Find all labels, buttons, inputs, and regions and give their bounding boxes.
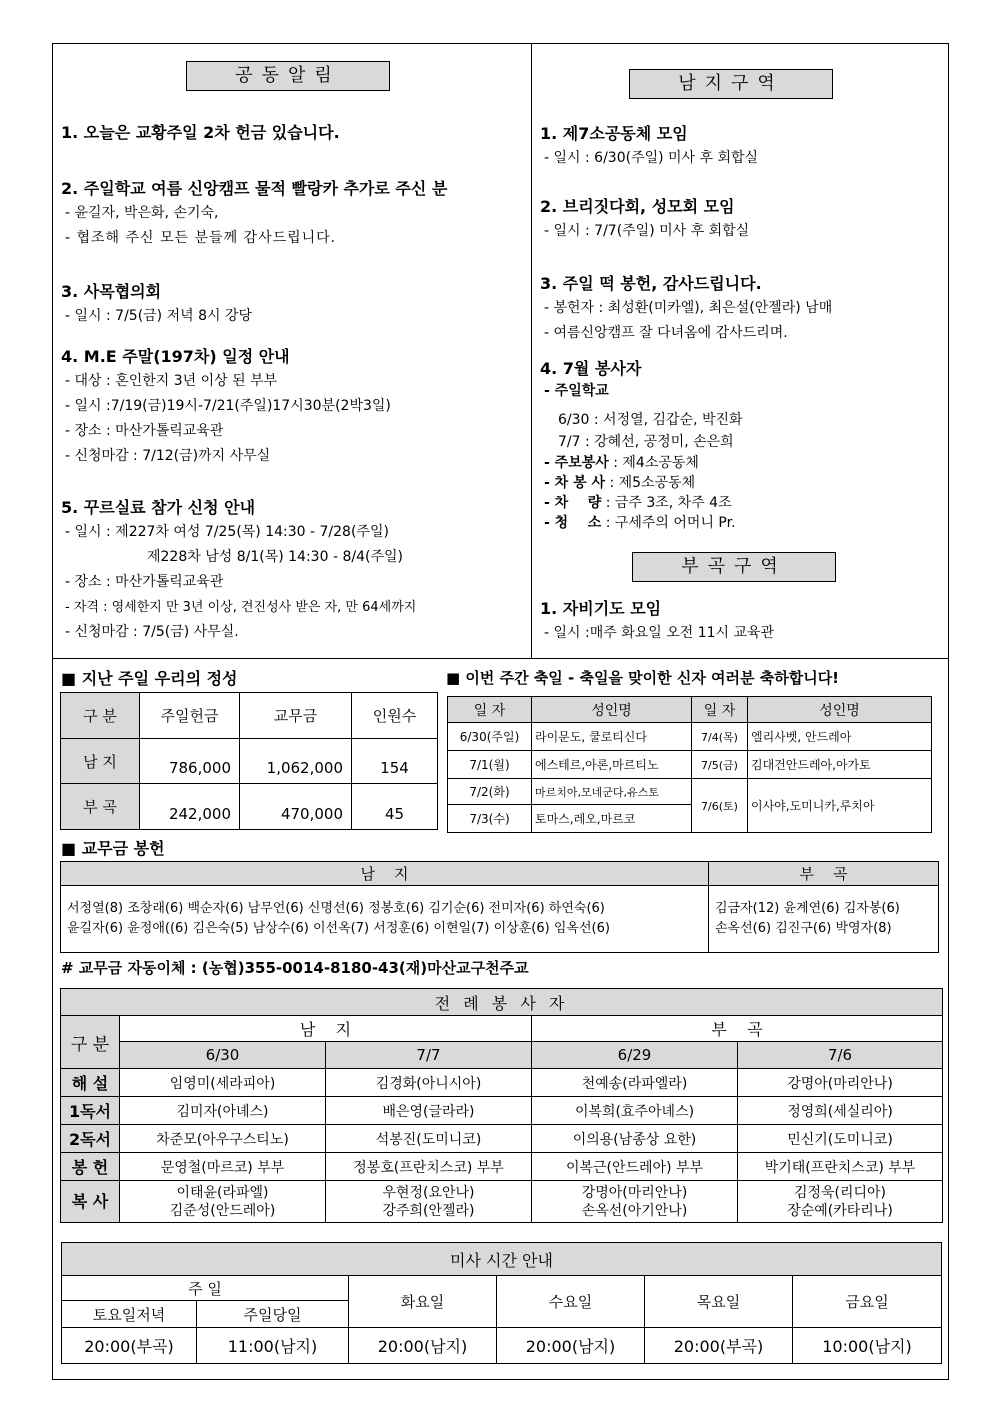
role-value: : 금주 3조, 차주 4조 bbox=[605, 495, 732, 511]
bugok-header: 부곡구역 bbox=[632, 552, 836, 582]
row-label: 해 설 bbox=[61, 1069, 120, 1097]
offering-title: ■ 지난 주일 우리의 정성 bbox=[61, 669, 238, 688]
group-header: 남 지 bbox=[120, 1016, 532, 1042]
cell: 민신기(도미니코) bbox=[738, 1125, 943, 1153]
notice-line: - 신청마감 : 7/12(금)까지 사무실 bbox=[65, 448, 271, 464]
group-header: 부 곡 bbox=[532, 1016, 943, 1042]
header-cell: 주일헌금 bbox=[140, 693, 240, 739]
header-cell: 성인명 bbox=[532, 697, 692, 723]
autopay-info: # 교무금 자동이체 : (농협)355-0014-8180-43(재)마산교구천주교 bbox=[61, 959, 529, 977]
saint-cell: 라이문도, 쿨로티신다 bbox=[532, 723, 692, 751]
cell-line: 김준성(안드레아) bbox=[169, 1202, 276, 1219]
time-cell: 10:00(남지) bbox=[793, 1328, 942, 1364]
cell: 차준모(아우구스티노) bbox=[120, 1125, 326, 1153]
table-row bbox=[448, 723, 932, 751]
notice-line: - 자격 : 영세한지 만 3년 이상, 견진성사 받은 자, 만 64세까지 bbox=[65, 600, 417, 615]
cell-line: 이태윤(라파엘) bbox=[176, 1184, 269, 1201]
volunteer-line: 6/30 : 서정열, 김갑순, 박진화 bbox=[558, 412, 743, 428]
mass-times-table bbox=[61, 1242, 942, 1364]
date-cell: 7/3(수) bbox=[448, 805, 532, 833]
table-row bbox=[62, 1276, 942, 1301]
cell: 786,000 bbox=[140, 739, 240, 784]
header-cell: 남 지 bbox=[61, 862, 709, 886]
sunday-header: 주 일 bbox=[62, 1276, 349, 1301]
table-row bbox=[448, 751, 932, 779]
cell: 이복근(안드레아) 부부 bbox=[532, 1153, 738, 1181]
notice-title: 4. 7월 봉사자 bbox=[540, 359, 642, 378]
namji-header: 남지구역 bbox=[629, 69, 833, 99]
cell: 김경화(아니시아) bbox=[326, 1069, 532, 1097]
role-value: : 구세주의 어머니 Pr. bbox=[605, 515, 736, 531]
notice-line: - 일시 : 7/7(주일) 미사 후 회합실 bbox=[544, 223, 750, 239]
tithe-line: 윤길자(6) 윤정애((6) 김은숙(5) 남상수(6) 이선옥(7) 서정훈(6) 이현일(7) 이상훈(6) 임옥선(6) bbox=[67, 921, 610, 936]
cell: 정봉호(프란치스코) 부부 bbox=[326, 1153, 532, 1181]
role-value: : 제4소공동체 bbox=[613, 455, 699, 471]
table-row bbox=[61, 1181, 943, 1223]
day-header: 수요일 bbox=[497, 1276, 645, 1328]
header-cell: 일 자 bbox=[692, 697, 748, 723]
notice-title: 2. 브리짓다회, 성모회 모임 bbox=[540, 197, 735, 216]
date-cell: 7/4(목) bbox=[692, 723, 748, 751]
sun-day-header: 주일당일 bbox=[197, 1301, 349, 1328]
table-row bbox=[61, 739, 438, 784]
tithe-title: ■ 교무금 봉헌 bbox=[61, 839, 165, 858]
feast-table bbox=[447, 696, 932, 833]
role-value: : 제5소공동체 bbox=[609, 475, 696, 491]
time-cell: 20:00(남지) bbox=[349, 1328, 497, 1364]
cell: 45 bbox=[352, 784, 438, 830]
notice-line: - 윤길자, 박은화, 손기숙, bbox=[65, 205, 219, 221]
corner-cell: 구 분 bbox=[61, 1016, 120, 1069]
cell-line: 강주희(안젤라) bbox=[382, 1202, 475, 1219]
notice-line: - 일시 :7/19(금)19시-7/21(주일)17시30분(2박3일) bbox=[65, 398, 391, 414]
cell: 470,000 bbox=[240, 784, 352, 830]
saint-cell: 이사야,도미니카,루치아 bbox=[748, 779, 932, 833]
header-cell: 부 곡 bbox=[709, 862, 939, 886]
time-cell: 20:00(부곡) bbox=[645, 1328, 793, 1364]
table-row bbox=[61, 1097, 943, 1125]
date-cell: 6/30(주일) bbox=[448, 723, 532, 751]
cell: 배은영(글라라) bbox=[326, 1097, 532, 1125]
liturgy-table bbox=[60, 988, 943, 1223]
cell: 강명아(마리안나) bbox=[738, 1069, 943, 1097]
table-row bbox=[62, 1243, 942, 1276]
cell bbox=[326, 1181, 532, 1223]
cell: 문영철(마르코) 부부 bbox=[120, 1153, 326, 1181]
table-row bbox=[61, 693, 438, 739]
table-row bbox=[448, 779, 932, 805]
notice-line: - 일시 : 6/30(주일) 미사 후 회합실 bbox=[544, 150, 759, 166]
cell-line: 손옥선(아기안나) bbox=[581, 1202, 688, 1219]
cell: 김미자(아녜스) bbox=[120, 1097, 326, 1125]
day-header: 금요일 bbox=[793, 1276, 942, 1328]
notice-line: - 장소 : 마산가톨릭교육관 bbox=[65, 423, 224, 439]
header-cell: 일 자 bbox=[448, 697, 532, 723]
role-label: - 주보봉사 bbox=[544, 455, 609, 471]
offering-table bbox=[60, 692, 438, 830]
cell-line: 강명아(마리안나) bbox=[581, 1184, 688, 1201]
notice-title: 1. 제7소공동체 모임 bbox=[540, 124, 688, 143]
common-notice-header: 공동알림 bbox=[186, 61, 390, 91]
cell: 박기태(프란치스코) 부부 bbox=[738, 1153, 943, 1181]
date-header: 7/7 bbox=[326, 1042, 532, 1069]
header-cell: 교무금 bbox=[240, 693, 352, 739]
saint-cell: 에스테르,아론,마르티노 bbox=[532, 751, 692, 779]
notice-sub: - 주일학교 bbox=[544, 383, 609, 399]
row-label: 2독서 bbox=[61, 1125, 120, 1153]
namji-notice-1 bbox=[540, 122, 945, 171]
header-cell: 인원수 bbox=[352, 693, 438, 739]
row-label: 부 곡 bbox=[61, 784, 140, 830]
bugok-notice-1 bbox=[540, 597, 945, 646]
notice-line: - 대상 : 혼인한지 3년 이상 된 부부 bbox=[65, 373, 278, 389]
notice-line: - 협조해 주신 모든 분들께 감사드립니다. bbox=[65, 230, 337, 246]
row-label: 봉 헌 bbox=[61, 1153, 120, 1181]
namji-notice-2 bbox=[540, 195, 945, 244]
cell-line: 장순예(카타리나) bbox=[787, 1202, 893, 1219]
table-row bbox=[61, 1153, 943, 1181]
table-row bbox=[61, 1042, 943, 1069]
table-row bbox=[61, 886, 939, 953]
role-line bbox=[540, 453, 945, 473]
top-section bbox=[53, 44, 948, 659]
day-header: 목요일 bbox=[645, 1276, 793, 1328]
role-line bbox=[540, 473, 945, 493]
notice-line: - 봉헌자 : 최성환(미카엘), 최은설(안젤라) 남매 bbox=[544, 300, 833, 316]
notice-title: 3. 주일 떡 봉헌, 감사드립니다. bbox=[540, 274, 762, 293]
mass-title: 미사 시간 안내 bbox=[62, 1243, 942, 1276]
notice-2 bbox=[61, 177, 527, 251]
date-cell: 7/1(월) bbox=[448, 751, 532, 779]
tithe-bugok-cell bbox=[709, 886, 939, 953]
cell-line: 김정욱(리디아) bbox=[793, 1184, 887, 1201]
notice-line: - 일시 : 7/5(금) 저녁 8시 강당 bbox=[65, 308, 253, 324]
table-row bbox=[61, 1125, 943, 1153]
table-row bbox=[61, 1016, 943, 1042]
date-header: 6/29 bbox=[532, 1042, 738, 1069]
time-cell: 20:00(부곡) bbox=[62, 1328, 197, 1364]
notice-line: - 장소 : 마산가톨릭교육관 bbox=[65, 574, 224, 590]
cell: 242,000 bbox=[140, 784, 240, 830]
table-row bbox=[61, 989, 943, 1016]
notice-title: 3. 사목협의회 bbox=[61, 282, 162, 301]
table-row bbox=[62, 1328, 942, 1364]
role-label: - 차 량 bbox=[544, 495, 602, 511]
date-header: 7/6 bbox=[738, 1042, 943, 1069]
notice-1 bbox=[61, 121, 527, 145]
notice-5 bbox=[61, 496, 527, 645]
time-cell: 11:00(남지) bbox=[197, 1328, 349, 1364]
saint-cell: 김대건안드레아,아가토 bbox=[748, 751, 932, 779]
notice-title: 1. 자비기도 모임 bbox=[540, 599, 662, 618]
notice-title: 1. 오늘은 교황주일 2차 헌금 있습니다. bbox=[61, 123, 340, 142]
saint-cell: 마르치아,모네군다,유스토 bbox=[532, 779, 692, 805]
role-label: - 차 봉 사 bbox=[544, 475, 606, 491]
tithe-table bbox=[60, 861, 939, 953]
date-cell: 7/6(토) bbox=[692, 779, 748, 833]
namji-notice-4 bbox=[540, 357, 945, 533]
date-header: 6/30 bbox=[120, 1042, 326, 1069]
row-label: 남 지 bbox=[61, 739, 140, 784]
notice-title: 2. 주일학교 여름 신앙캠프 물적 빨랑카 추가로 주신 분 bbox=[61, 179, 448, 198]
cell bbox=[532, 1181, 738, 1223]
notice-line: - 일시 :매주 화요일 오전 11시 교육관 bbox=[544, 625, 775, 641]
sat-eve-header: 토요일저녁 bbox=[62, 1301, 197, 1328]
role-label: - 청 소 bbox=[544, 515, 602, 531]
header-cell: 구 분 bbox=[61, 693, 140, 739]
date-cell: 7/5(금) bbox=[692, 751, 748, 779]
cell-line: 우현정(요안나) bbox=[382, 1184, 475, 1201]
cell: 이복희(효주아녜스) bbox=[532, 1097, 738, 1125]
saint-cell: 토마스,레오,마르코 bbox=[532, 805, 692, 833]
row-label: 1독서 bbox=[61, 1097, 120, 1125]
tithe-line: 김금자(12) 윤계연(6) 김자봉(6) bbox=[715, 901, 900, 916]
time-cell: 20:00(남지) bbox=[497, 1328, 645, 1364]
cell: 석봉진(도미니코) bbox=[326, 1125, 532, 1153]
cell bbox=[120, 1181, 326, 1223]
header-cell: 성인명 bbox=[748, 697, 932, 723]
date-cell: 7/2(화) bbox=[448, 779, 532, 805]
notice-title: 5. 꾸르실료 참가 신청 안내 bbox=[61, 498, 256, 517]
table-row bbox=[61, 1069, 943, 1097]
bulletin-frame bbox=[52, 43, 949, 1380]
notice-line: 제228차 남성 8/1(목) 14:30 - 8/4(주일) bbox=[147, 549, 403, 565]
cell: 임영미(세라피아) bbox=[120, 1069, 326, 1097]
cell: 정영희(세실리아) bbox=[738, 1097, 943, 1125]
tithe-line: 서정열(8) 조창래(6) 백순자(6) 남무언(6) 신명선(6) 정봉호(6) 김기순(6) 전미자(6) 하연숙(6) bbox=[67, 901, 605, 916]
column-divider bbox=[531, 44, 532, 659]
tithe-namji-cell bbox=[61, 886, 709, 953]
day-header: 화요일 bbox=[349, 1276, 497, 1328]
row-label: 복 사 bbox=[61, 1181, 120, 1223]
notice-line: - 신청마감 : 7/5(금) 사무실. bbox=[65, 624, 239, 640]
table-row bbox=[448, 697, 932, 723]
notice-4 bbox=[61, 345, 527, 469]
volunteer-line: 7/7 : 강혜선, 공정미, 손은희 bbox=[558, 434, 734, 450]
tithe-line: 손옥선(6) 김진구(6) 박영자(8) bbox=[715, 921, 892, 936]
saint-cell: 엘리사벳, 안드레아 bbox=[748, 723, 932, 751]
notice-line: - 일시 : 제227차 여성 7/25(목) 14:30 - 7/28(주일) bbox=[65, 524, 389, 540]
cell: 천예송(라파엘라) bbox=[532, 1069, 738, 1097]
feast-title: ■ 이번 주간 축일 - 축일을 맞이한 신자 여러분 축하합니다! bbox=[446, 669, 840, 687]
namji-notice-3 bbox=[540, 272, 945, 346]
role-line bbox=[540, 493, 945, 513]
table-row bbox=[61, 784, 438, 830]
notice-title: 4. M.E 주말(197차) 일정 안내 bbox=[61, 347, 290, 366]
cell: 154 bbox=[352, 739, 438, 784]
role-line bbox=[540, 513, 945, 533]
liturgy-title: 전 례 봉 사 자 bbox=[61, 989, 943, 1016]
table-row bbox=[61, 862, 939, 886]
cell bbox=[738, 1181, 943, 1223]
cell: 1,062,000 bbox=[240, 739, 352, 784]
notice-3 bbox=[61, 280, 527, 329]
cell: 이의용(남종상 요한) bbox=[532, 1125, 738, 1153]
notice-line: - 여름신앙캠프 잘 다녀옴에 감사드리며. bbox=[544, 325, 788, 341]
